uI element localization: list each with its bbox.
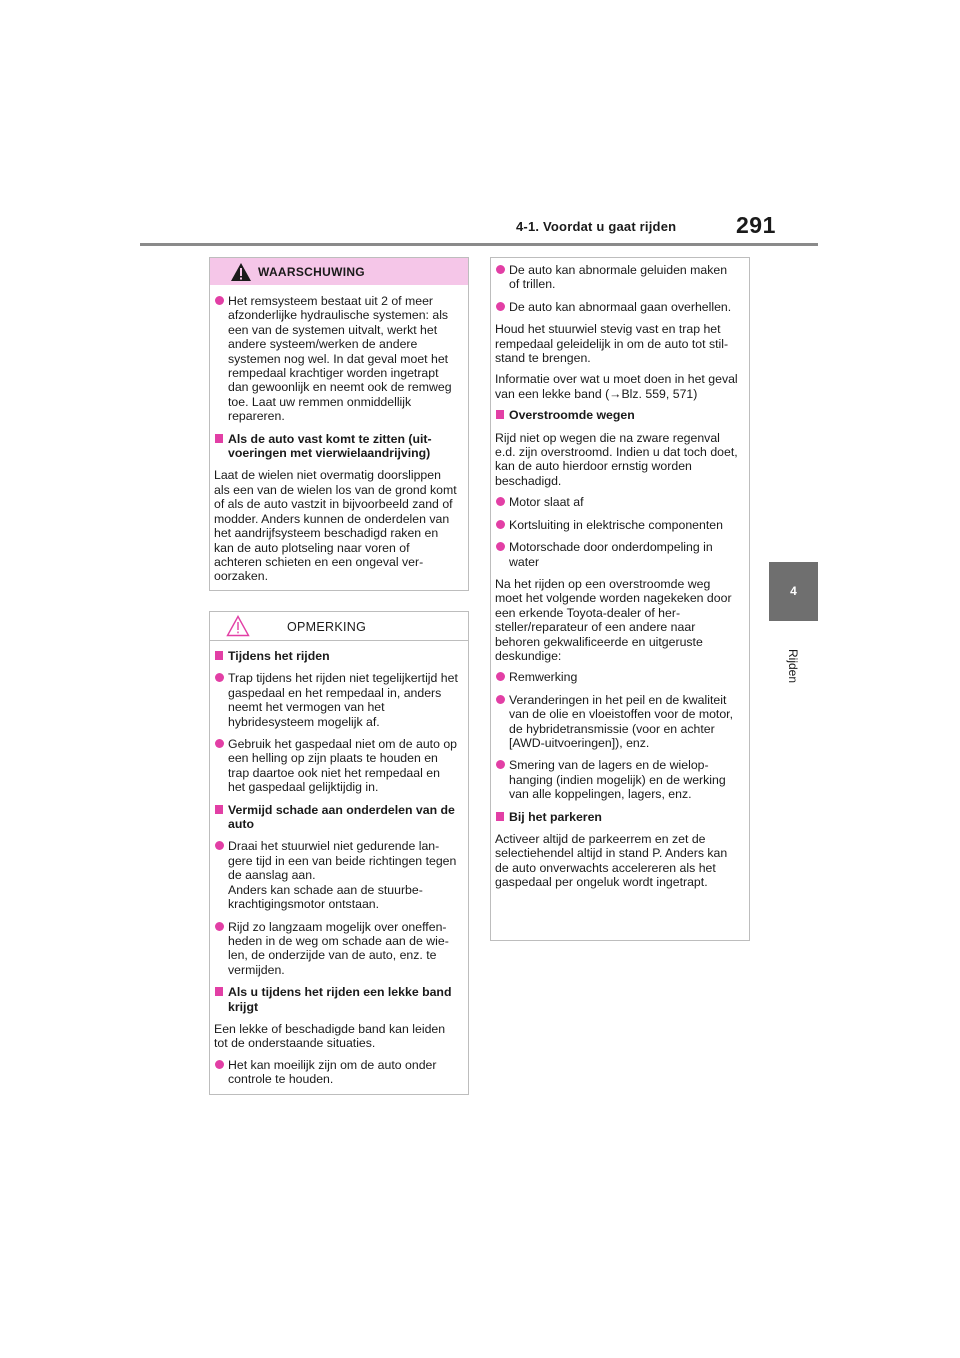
warning-header	[210, 258, 468, 285]
bullet-dot	[215, 673, 224, 682]
list-item: Het kan moeilijk zijn om de auto onder controle te houden.	[214, 1058, 458, 1087]
paragraph: Laat de wielen niet overmatig doorslippen als een van de wielen los van de grond komt of als de auto vastzit in bijvoorbeeld zand of modder. Anders kunnen de onderdelen van het aandrijfsysteem beschadigd raken en kan de auto plotseling naar voren of achteren schieten en een ongeval veroorzaken.	[214, 468, 457, 584]
paragraph: Een lekke of beschadigde band kan leiden tot de onderstaande situaties.	[214, 1021, 446, 1051]
paragraph: Na het rijden op een overstroomde weg moet het volgende worden nagekeken door een erkende Toyota-dealer of hersteller/reparateur of een andere naar behoren gekwalificeerde en uitgeruste deskundige:	[495, 576, 732, 663]
paragraph: Rijd niet op wegen die na zware regenval e.d. zijn overstroomd. Indien u dat toch doet, kan de auto hierdoor ernstig worden beschadigd.	[495, 430, 738, 488]
heading-marker	[496, 410, 504, 419]
bullet-dot	[215, 739, 224, 748]
section-heading: Overstroomde wegen	[495, 408, 739, 422]
bullet-dot	[496, 760, 505, 769]
list-item: Draai het stuurwiel niet gedurende langere tijd in een van beide richtingen tegen de aanslag aan. Anders kan schade aan de stuurbekrachtigingsmotor ontstaan.	[214, 839, 458, 911]
section-heading: Als u tijdens het rijden een lekke band krijgt	[214, 985, 458, 1014]
page-number: 291	[736, 212, 776, 238]
chapter-label: Rijden	[786, 648, 800, 684]
notice-title: OPMERKING	[287, 620, 367, 634]
bullet-dot	[215, 922, 224, 931]
section-heading: Als de auto vast komt te zitten (uitvoeringen met vierwielaandrijving)	[214, 432, 458, 461]
bullet-dot	[496, 542, 505, 551]
bullet-dot	[215, 1060, 224, 1069]
bullet-dot	[496, 302, 505, 311]
list-item: Veranderingen in het peil en de kwaliteit van de olie en vloeistoffen voor de motor, de hybridetransmissie (voor en achter [AWD-uitvoeringen]), enz.	[495, 693, 739, 751]
paragraph: Informatie over wat u moet doen in het geval van een lekke band (→Blz. 559, 571)	[495, 372, 738, 401]
list-item: Gebruik het gaspedaal niet om de auto op een helling op zijn plaats te houden en trap daartoe ook niet het rempedaal en het gaspedaal gelijktijdig in.	[214, 737, 458, 795]
paragraph: Houd het stuurwiel stevig vast en trap het rempedaal geleidelijk in om de auto tot stilstand te brengen.	[495, 322, 729, 366]
notice-header	[210, 612, 468, 641]
heading-marker	[215, 651, 223, 660]
paragraph: Activeer altijd de parkeerrem en zet de selectiehendel altijd in stand P. Anders kan de auto onverwachts accelereren als het gaspedaal per ongeluk wordt ingetrapt.	[495, 832, 728, 890]
bullet-dot	[496, 695, 505, 704]
list-item: Remwerking	[495, 670, 739, 684]
bullet-dot	[215, 296, 224, 305]
list-item: Motorschade door onderdompeling in water	[495, 540, 739, 569]
list-item: De auto kan abnormaal gaan overhellen.	[495, 300, 739, 314]
bullet-dot	[496, 265, 505, 274]
header-rule	[140, 243, 818, 246]
list-item: Trap tijdens het rijden niet tegelijkertijd het gaspedaal en het rempedaal in, anders neemt het vermogen van het hybridesysteem mogelijk af.	[214, 671, 458, 729]
list-item: Motor slaat af	[495, 495, 739, 509]
warning-triangle-icon	[230, 262, 252, 282]
bullet-dot	[496, 672, 505, 681]
list-item: De auto kan abnormale geluiden maken of trillen.	[495, 263, 739, 292]
bullet-dot	[496, 520, 505, 529]
chapter-tab: 4	[769, 562, 818, 621]
caution-triangle-icon	[226, 615, 250, 637]
list-item: Kortsluiting in elektrische componenten	[495, 518, 739, 532]
section-title: 4-1. Voordat u gaat rijden	[516, 219, 677, 234]
heading-marker	[215, 434, 223, 443]
bullet-dot	[215, 841, 224, 850]
notice-box	[209, 611, 469, 1095]
section-heading: Vermijd schade aan onderdelen van de auto	[214, 803, 458, 832]
heading-marker	[496, 812, 504, 821]
list-item: Het remsysteem bestaat uit 2 of meer afzonderlijke hydraulische systemen: als een van de systemen uitvalt, werkt het andere systeem/werken de andere systemen nog wel. In dat geval moet het rempedaal krachtiger worden ingetrapt dan gewoonlijk en neemt ook de remweg toe. Laat uw remmen onmiddellijk repareren.	[214, 294, 458, 424]
warning-title: WAARSCHUWING	[258, 265, 365, 279]
heading-marker	[215, 987, 223, 996]
list-item: Smering van de lagers en de wielophanging (indien mogelijk) en de werking van alle koppelingen, lagers, enz.	[495, 758, 739, 801]
bullet-dot	[496, 497, 505, 506]
section-heading: Bij het parkeren	[495, 810, 739, 824]
warning-box	[209, 257, 469, 591]
section-heading: Tijdens het rijden	[214, 649, 458, 663]
heading-marker	[215, 805, 223, 814]
notice-box-continued	[490, 257, 750, 941]
list-item: Rijd zo langzaam mogelijk over oneffenheden in de weg om schade aan de wielen, de onderzijde van de auto, enz. te vermijden.	[214, 920, 458, 978]
